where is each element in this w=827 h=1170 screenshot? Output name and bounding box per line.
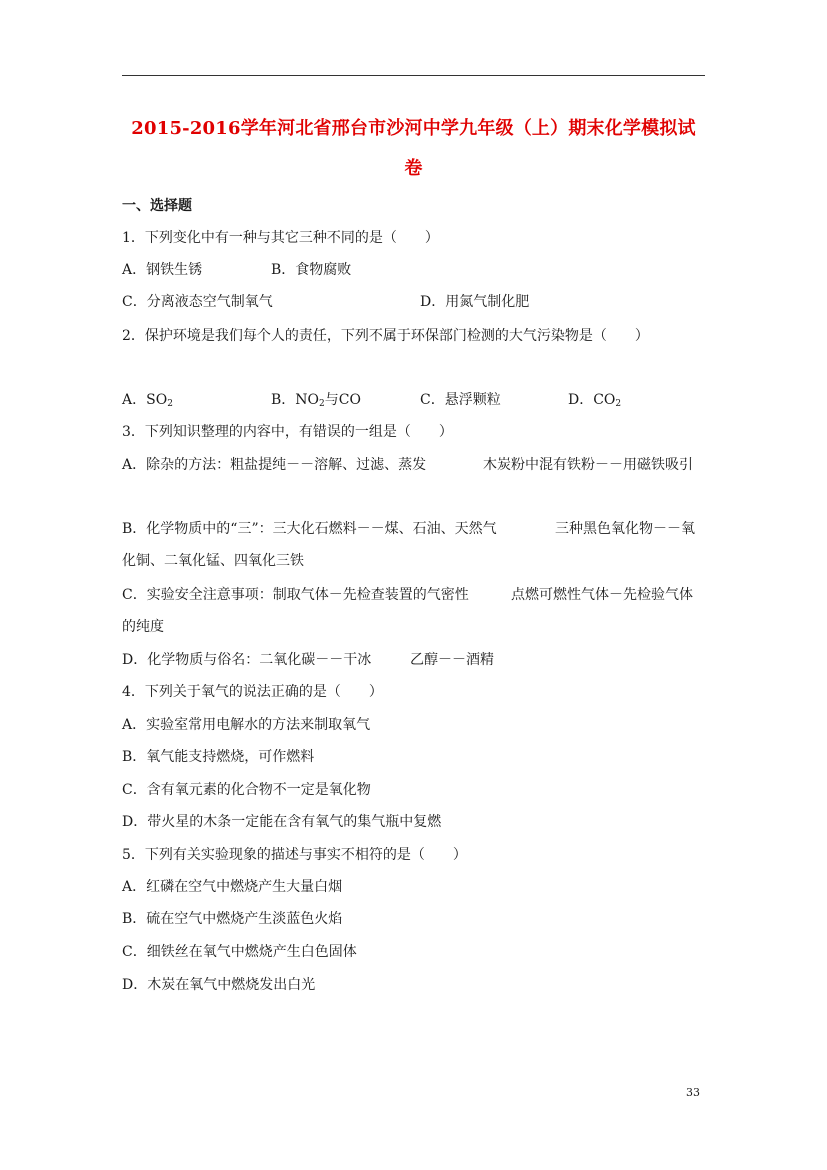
option-b-text-tail: 与CO	[324, 392, 361, 408]
question-3-option-c: C．实验安全注意事项：制取气体－先检查装置的气密性	[122, 587, 469, 603]
section-heading: 一、选择题	[122, 198, 192, 214]
question-2-option-d	[568, 389, 621, 409]
question-5-option-c: C．细铁丝在氧气中燃烧产生白色固体	[122, 944, 357, 960]
question-5-option-b: B．硫在空气中燃烧产生淡蓝色火焰	[122, 911, 343, 927]
question-4-option-a: A．实验室常用电解水的方法来制取氧气	[122, 717, 371, 733]
header-rule	[122, 75, 705, 76]
question-1-option-d: D．用氮气制化肥	[420, 294, 530, 310]
question-2-option-c: C．悬浮颗粒	[420, 392, 501, 408]
subscript: 2	[167, 399, 173, 409]
option-d-text: D．CO	[568, 392, 616, 408]
question-3-option-b: B．化学物质中的“三”：三大化石燃料－－煤、石油、天然气	[122, 521, 497, 537]
question-1-option-b: B．食物腐败	[271, 262, 352, 278]
question-5-stem: 5．下列有关实验现象的描述与事实不相符的是（ ）	[122, 847, 467, 863]
question-2-option-b	[271, 389, 361, 409]
question-4-stem: 4．下列关于氧气的说法正确的是（ ）	[122, 684, 383, 700]
document-title-continued: 卷	[404, 158, 423, 179]
question-1-option-a: A．钢铁生锈	[122, 262, 203, 278]
question-5-option-a: A．红磷在空气中燃烧产生大量白烟	[122, 879, 343, 895]
question-4-option-b: B．氧气能支持燃烧，可作燃料	[122, 749, 315, 765]
document-title: 2015-2016学年河北省邢台市沙河中学九年级（上）期末化学模拟试	[131, 118, 696, 139]
question-3-stem: 3．下列知识整理的内容中，有错误的一组是（ ）	[122, 424, 453, 440]
question-3-option-b-wrap: 化铜、二氧化锰、四氧化三铁	[122, 553, 304, 569]
question-3-option-d-part2: 乙醇－－酒精	[410, 652, 494, 668]
question-3-option-a-part2: 木炭粉中混有铁粉－－用磁铁吸引	[483, 457, 693, 473]
question-3-option-a: A．除杂的方法：粗盐提纯－－溶解、过滤、蒸发	[122, 457, 427, 473]
question-3-option-c-part2: 点燃可燃性气体－先检验气体	[511, 587, 693, 603]
question-5-option-d: D．木炭在氧气中燃烧发出白光	[122, 977, 316, 993]
question-1-option-c: C．分离液态空气制氧气	[122, 294, 273, 310]
question-2-option-a	[122, 389, 173, 409]
question-4-option-d: D．带火星的木条一定能在含有氧气的集气瓶中复燃	[122, 814, 442, 830]
option-a-text: A．SO	[122, 392, 168, 408]
subscript: 2	[319, 399, 325, 409]
subscript: 2	[615, 399, 622, 409]
question-3-option-b-part2: 三种黑色氧化物－－氧	[555, 521, 695, 537]
option-b-text: B．NO	[271, 392, 320, 408]
question-1-stem: 1．下列变化中有一种与其它三种不同的是（ ）	[122, 230, 439, 246]
question-4-option-c: C．含有氧元素的化合物不一定是氧化物	[122, 782, 371, 798]
question-3-option-d: D．化学物质与俗名：二氧化碳－－干冰	[122, 652, 372, 668]
page-number: 33	[686, 1086, 700, 1099]
question-2-stem: 2．保护环境是我们每个人的责任，下列不属于环保部门检测的大气污染物是（ ）	[122, 328, 649, 344]
question-3-option-c-wrap: 的纯度	[122, 619, 164, 635]
